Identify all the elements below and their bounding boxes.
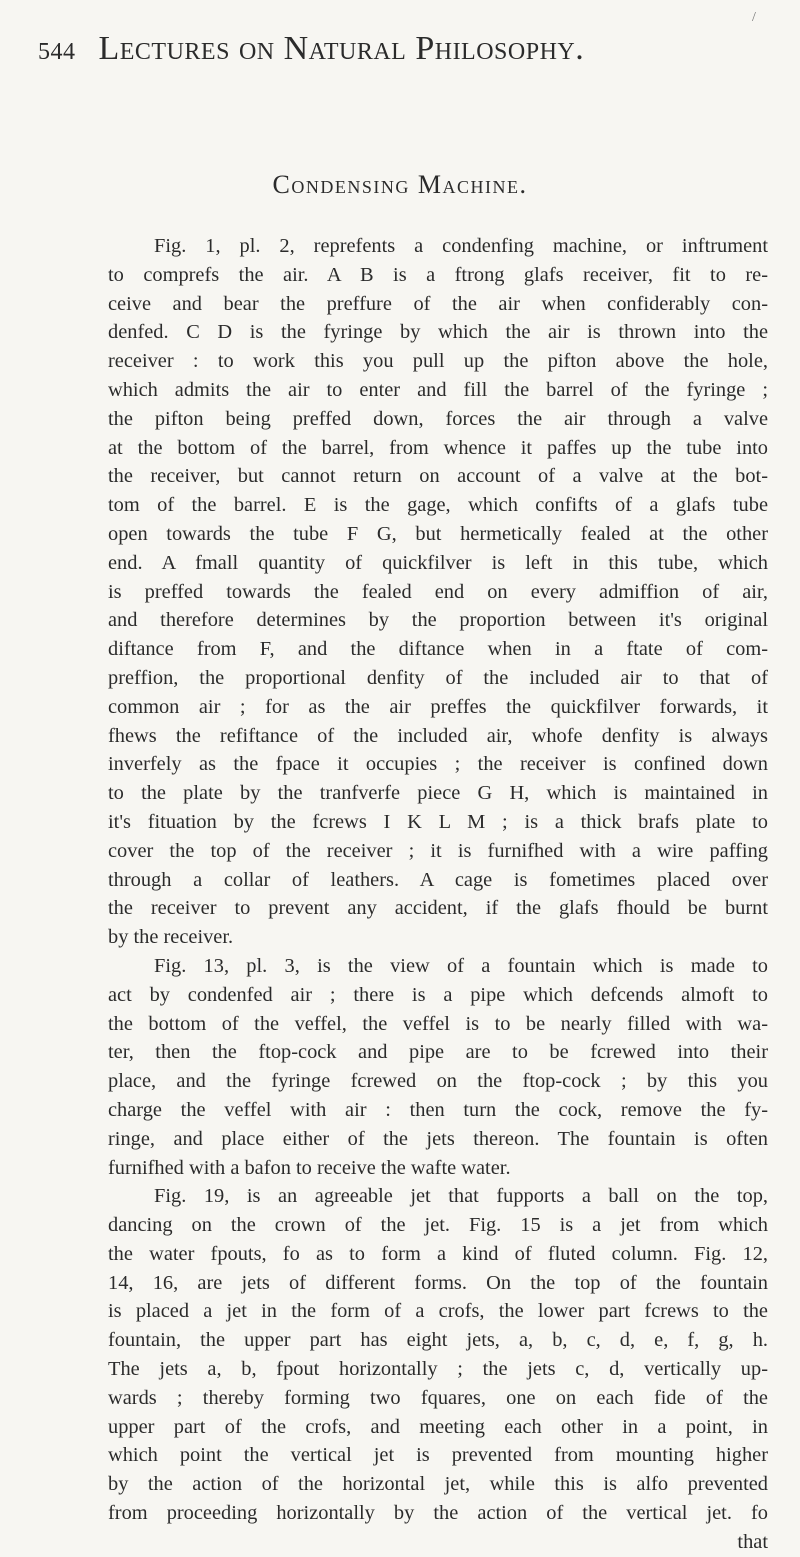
running-header: [38, 30, 758, 68]
text-line: diftance from F, and the diftance when in a ftate of com-: [108, 638, 768, 661]
text-line: is placed a jet in the form of a crofs, the lower part fcrews to the: [108, 1300, 768, 1323]
text-line: wards ; thereby forming two fquares, one on each fide of the: [108, 1386, 768, 1409]
text-line: open towards the tube F G, but hermetically fealed at the other: [108, 522, 768, 545]
text-line: fountain, the upper part has eight jets, a, b, c, d, e, f, g, h.: [108, 1329, 768, 1352]
running-title: Lectures on Natural Philosophy.: [98, 30, 585, 67]
text-line: through a collar of leathers. A cage is fometimes placed over: [108, 868, 768, 891]
text-line: place, and the fyringe fcrewed on the ftop-cock ; by this you: [108, 1070, 768, 1093]
text-line: and therefore determines by the proportion between it's original: [108, 609, 768, 632]
text-line: which point the vertical jet is prevented from mounting higher: [108, 1444, 768, 1467]
text-line: inverfely as the fpace it occupies ; the receiver is confined down: [108, 753, 768, 776]
text-line: ringe, and place either of the jets thereon. The fountain is often: [108, 1127, 768, 1150]
text-line: dancing on the crown of the jet. Fig. 15 is a jet from which: [108, 1214, 768, 1237]
text-line: charge the veffel with air : then turn the cock, remove the fy-: [108, 1098, 768, 1121]
text-line: the receiver, but cannot return on account of a valve at the bot-: [108, 465, 768, 488]
text-line: Fig. 19, is an agreeable jet that fupports a ball on the top,: [154, 1185, 768, 1208]
text-line: tom of the barrel. E is the gage, which confifts of a glafs tube: [108, 494, 768, 517]
text-line: by the receiver.: [108, 926, 234, 949]
text-line: at the bottom of the barrel, from whence it paffes up the tube into: [108, 436, 768, 459]
text-line: is preffed towards the fealed end on every admiffion of air,: [108, 580, 768, 603]
text-line: receiver : to work this you pull up the pifton above the hole,: [108, 350, 768, 373]
text-line: the receiver to prevent any accident, if the glafs fhould be burnt: [108, 897, 768, 920]
text-line: by the action of the horizontal jet, while this is alfo prevented: [108, 1473, 768, 1496]
text-line: to the plate by the tranfverfe piece G H, which is maintained in: [108, 782, 768, 805]
text-line: fhews the refiftance of the included air, whofe denfity is always: [108, 724, 768, 747]
text-line: upper part of the crofs, and meeting each other in a point, in: [108, 1415, 768, 1438]
text-line: denfed. C D is the fyringe by which the air is thrown into the: [108, 321, 768, 344]
text-line: the bottom of the veffel, the veffel is to be nearly filled with wa-: [108, 1012, 768, 1035]
text-line: Fig. 1, pl. 2, reprefents a condenfing machine, or inftrument: [154, 235, 768, 257]
text-line: act by condenfed air ; there is a pipe which defcends almoft to: [108, 983, 768, 1006]
text-line: preffion, the proportional denfity of the included air to that of: [108, 666, 768, 689]
body-text: [108, 232, 768, 1557]
text-line: furnifhed with a bafon to receive the wafte water.: [108, 1156, 511, 1179]
text-line: The jets a, b, fpout horizontally ; the jets c, d, vertically up-: [108, 1358, 768, 1381]
text-line: from proceeding horizontally by the action of the vertical jet. fo: [108, 1502, 768, 1525]
text-line: end. A fmall quantity of quickfilver is left in this tube, which: [108, 551, 768, 574]
text-line: which admits the air to enter and fill the barrel of the fyringe ;: [108, 378, 768, 401]
text-line: common air ; for as the air preffes the quickfilver forwards, it: [108, 695, 768, 718]
text-line: the water fpouts, fo as to form a kind of fluted column. Fig. 12,: [108, 1242, 768, 1265]
text-line: cover the top of the receiver ; it is furnifhed with a wire paffing: [108, 839, 768, 862]
page-number: 544: [38, 39, 76, 65]
text-line: that: [737, 1530, 768, 1553]
text-line: 14, 16, are jets of different forms. On the top of the fountain: [108, 1271, 768, 1294]
text-line: Fig. 13, pl. 3, is the view of a fountain which is made to: [154, 954, 768, 977]
text-line: to comprefs the air. A B is a ftrong glafs receiver, fit to re-: [108, 263, 768, 286]
section-title: Condensing Machine.: [272, 170, 528, 199]
corner-mark: /: [752, 10, 756, 25]
text-line: ceive and bear the preffure of the air when confiderably con-: [108, 292, 768, 315]
text-line: the pifton being preffed down, forces the air through a valve: [108, 407, 768, 430]
text-line: it's fituation by the fcrews I K L M ; is a thick brafs plate to: [108, 810, 768, 833]
text-line: ter, then the ftop-cock and pipe are to be fcrewed into their: [108, 1041, 768, 1064]
